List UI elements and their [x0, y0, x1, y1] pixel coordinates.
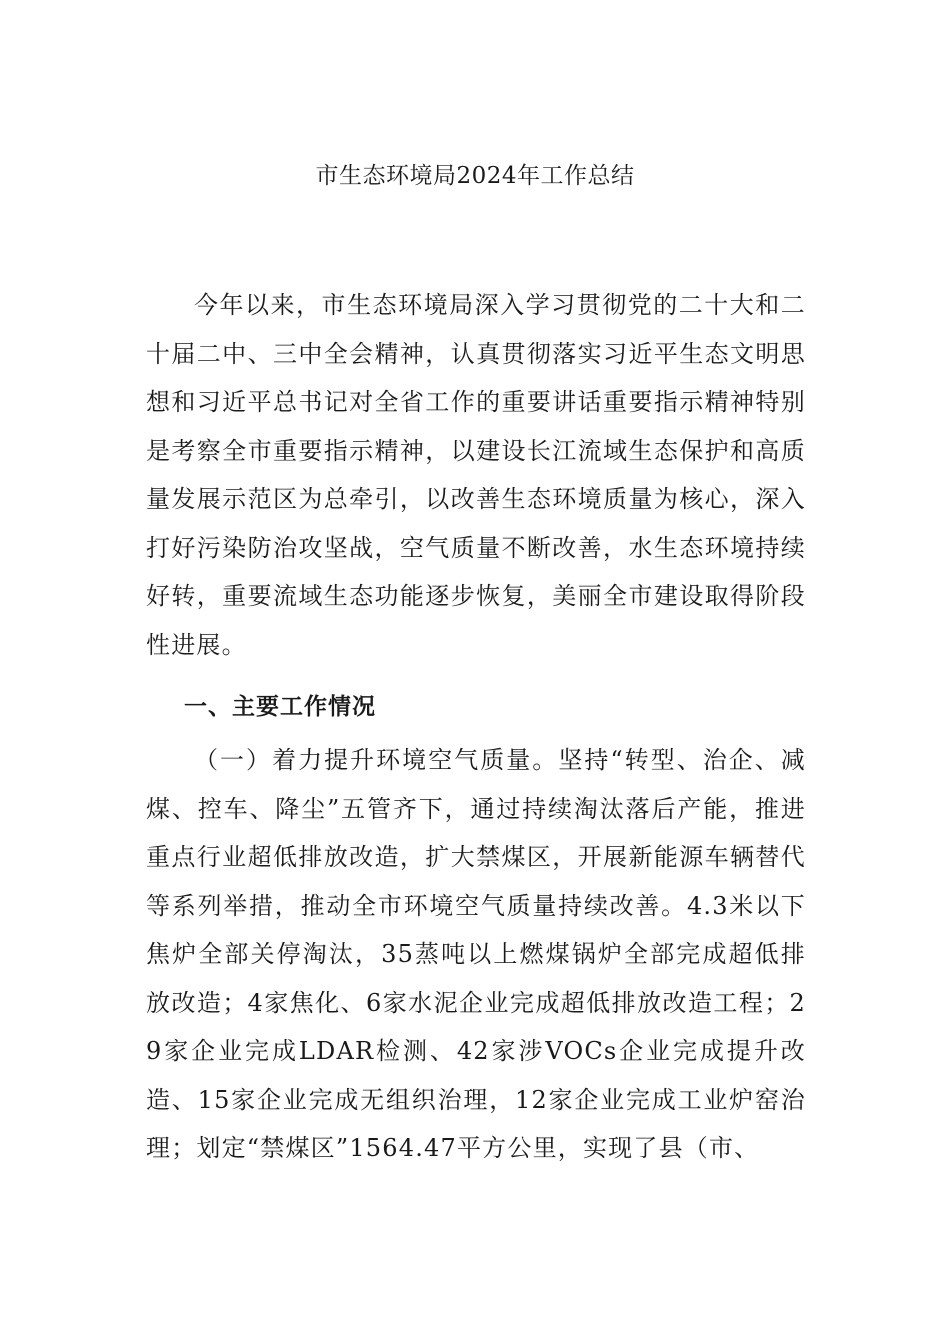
document-title: 市生态环境局2024年工作总结 — [315, 163, 635, 189]
section-paragraph: （一）着力提升环境空气质量。坚持“转型、治企、减煤、控车、降尘”五管齐下，通过持续淘汰落后产能，推进重点行业超低排放改造，扩大禁煤区，开展新能源车辆替代等系列举措，推动全市环境空气质量持续改善。4.3米以下焦炉全部关停淘汰，35蒸吨以上燃煤锅炉全部完成超低排放改造；4家焦化、6家水泥企业完成超低排放改造工程；29家企业完成LDAR检测、42家涉VOCs企业完成提升改造、15家企业完成无组织治理，12家企业完成工业炉窑治理；划定“禁煤区”1564.47平方公里，实现了县（市、 — [146, 746, 806, 1162]
intro-paragraph: 今年以来，市生态环境局深入学习贯彻党的二十大和二十届二中、三中全会精神，认真贯彻落实习近平生态文明思想和习近平总书记对全省工作的重要讲话重要指示精神特别是考察全市重要指示精神，以建设长江流域生态保护和高质量发展示范区为总牵引，以改善生态环境质量为核心，深入打好污染防治攻坚战，空气质量不断改善，水生态环境持续好转，重要流域生态功能逐步恢复，美丽全市建设取得阶段性进展。 — [146, 291, 806, 659]
section-heading: 一、主要工作情况 — [184, 694, 376, 720]
document-body — [146, 281, 806, 1173]
